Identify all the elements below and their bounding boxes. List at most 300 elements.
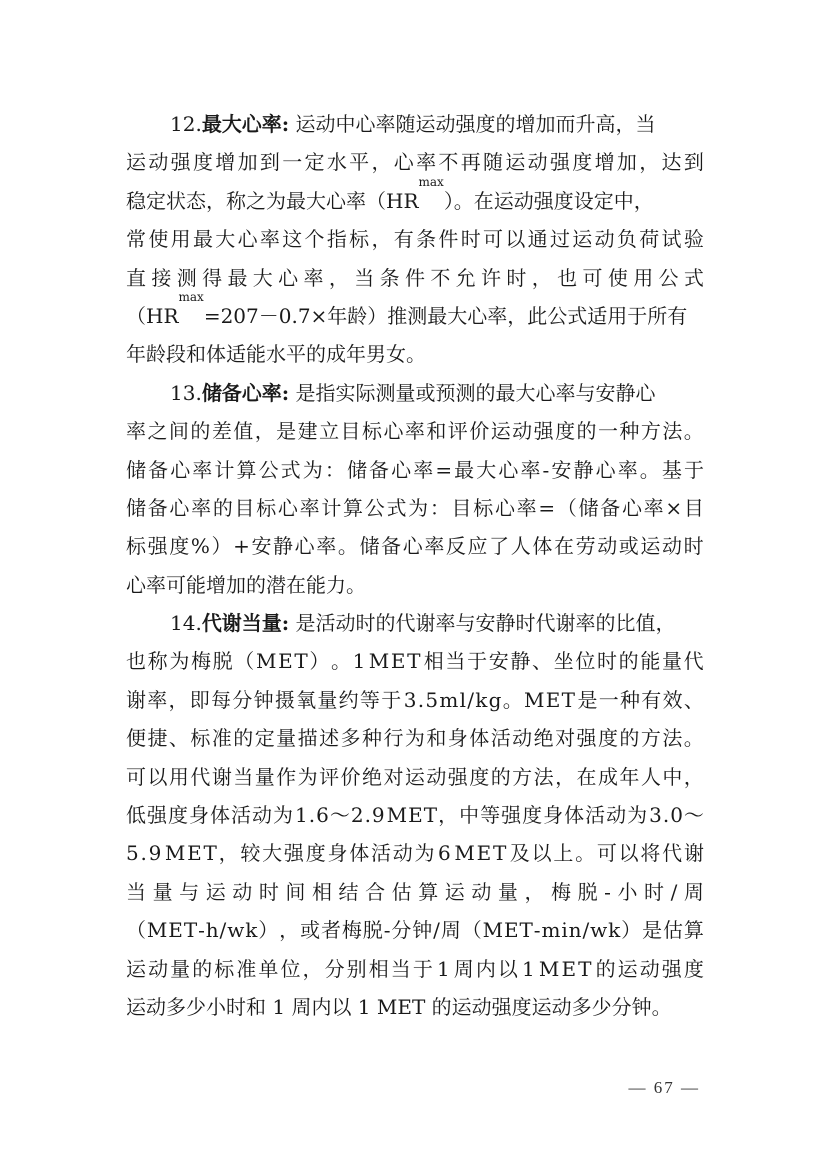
glyph: 为 bbox=[414, 841, 435, 866]
glyph: 用 bbox=[168, 764, 189, 789]
glyph: 公 bbox=[258, 457, 279, 482]
glyph: T bbox=[578, 956, 592, 981]
glyph: 为 bbox=[169, 649, 190, 674]
paragraph-12-line-5 bbox=[126, 259, 704, 297]
glyph: 绝 bbox=[533, 726, 554, 751]
glyph: 运 bbox=[404, 764, 425, 789]
glyph: 备 bbox=[148, 457, 169, 482]
glyph: 再 bbox=[460, 150, 481, 175]
glyph: 大 bbox=[476, 457, 497, 482]
glyph: / bbox=[582, 918, 590, 943]
glyph: k bbox=[245, 918, 258, 943]
glyph: 大 bbox=[252, 265, 273, 290]
glyph: ， bbox=[254, 419, 275, 444]
glyph: 脱 bbox=[577, 879, 598, 904]
glyph: 率 bbox=[147, 687, 168, 712]
glyph: 种 bbox=[619, 419, 640, 444]
glyph: 效 bbox=[662, 687, 683, 712]
glyph: 或 bbox=[300, 918, 321, 943]
glyph: 钟 bbox=[412, 918, 433, 943]
paragraph-12-number: 12. bbox=[170, 112, 202, 136]
glyph: 基 bbox=[661, 457, 682, 482]
glyph: ， bbox=[524, 879, 545, 904]
glyph: 动 bbox=[471, 879, 492, 904]
glyph: 加 bbox=[616, 150, 637, 175]
glyph: 动 bbox=[252, 803, 272, 828]
glyph: T bbox=[407, 649, 421, 674]
glyph: 用 bbox=[170, 227, 191, 252]
glyph: 有 bbox=[393, 227, 414, 252]
glyph: 不 bbox=[438, 150, 459, 175]
glyph: 静 bbox=[273, 534, 294, 559]
glyph: E bbox=[545, 687, 561, 712]
glyph: 许 bbox=[481, 265, 502, 290]
glyph: 率 bbox=[416, 150, 437, 175]
glyph: 率 bbox=[516, 495, 537, 520]
glyph: 之 bbox=[147, 419, 168, 444]
glyph: T bbox=[183, 918, 198, 943]
glyph: 时 bbox=[506, 265, 527, 290]
glyph: 6 bbox=[438, 841, 451, 866]
glyph: 。 bbox=[331, 649, 351, 674]
glyph: M bbox=[538, 956, 560, 981]
glyph: 到 bbox=[683, 150, 704, 175]
glyph: 增 bbox=[594, 150, 615, 175]
glyph: 身 bbox=[447, 726, 468, 751]
glyph: E bbox=[168, 918, 183, 943]
glyph: 内 bbox=[475, 956, 496, 981]
glyph: 率 bbox=[126, 419, 146, 444]
glyph: 定 bbox=[304, 150, 325, 175]
glyph: 活 bbox=[231, 803, 251, 828]
glyph: 谢 bbox=[683, 841, 704, 866]
glyph: 运 bbox=[640, 534, 661, 559]
glyph: 心 bbox=[170, 457, 191, 482]
glyph: 强 bbox=[549, 150, 570, 175]
line-text: 运动多少小时和 1 周内以 1 MET 的运动强度运动多少分钟。 bbox=[126, 994, 672, 1019]
glyph: 度 bbox=[522, 803, 543, 828]
glyph: 目 bbox=[234, 495, 255, 520]
glyph: 也 bbox=[126, 649, 146, 674]
glyph: 目 bbox=[683, 495, 704, 520]
glyph: M bbox=[255, 649, 277, 674]
glyph: ， bbox=[328, 265, 349, 290]
glyph: 9 bbox=[148, 841, 162, 866]
glyph: 定 bbox=[254, 726, 275, 751]
glyph: （ bbox=[461, 918, 482, 943]
glyph: T bbox=[203, 841, 217, 866]
paragraph-12-line-1 bbox=[126, 105, 704, 143]
glyph: ， bbox=[371, 150, 392, 175]
glyph: 也 bbox=[557, 265, 578, 290]
glyph: 时 bbox=[258, 879, 279, 904]
glyph: 和 bbox=[426, 419, 447, 444]
glyph: 动 bbox=[639, 956, 660, 981]
glyph: 估 bbox=[391, 879, 412, 904]
glyph: 随 bbox=[483, 150, 503, 175]
glyph: 个 bbox=[304, 227, 325, 252]
glyph: 件 bbox=[404, 265, 425, 290]
glyph: 钟 bbox=[253, 687, 274, 712]
glyph: h bbox=[205, 918, 219, 943]
glyph: 梅 bbox=[551, 879, 571, 904]
glyph: 年 bbox=[619, 764, 640, 789]
glyph: . bbox=[364, 803, 371, 828]
glyph: 梅 bbox=[190, 649, 211, 674]
glyph: ， bbox=[555, 764, 576, 789]
glyph: 心 bbox=[498, 457, 519, 482]
glyph: 每 bbox=[211, 687, 232, 712]
glyph: - bbox=[198, 918, 205, 943]
glyph: 方 bbox=[640, 726, 661, 751]
glyph: 心 bbox=[294, 534, 315, 559]
glyph: 直 bbox=[126, 265, 146, 290]
glyph: 周 bbox=[440, 918, 461, 943]
glyph: 最 bbox=[454, 457, 475, 482]
glyph: 标 bbox=[349, 227, 370, 252]
glyph: 动 bbox=[148, 956, 169, 981]
glyph: 使 bbox=[607, 265, 628, 290]
glyph: 分 bbox=[391, 918, 412, 943]
glyph: 准 bbox=[211, 726, 232, 751]
glyph: 3 bbox=[403, 687, 417, 712]
glyph: M bbox=[482, 918, 504, 943]
glyph: 动 bbox=[512, 726, 533, 751]
glyph: 度 bbox=[572, 150, 593, 175]
glyph: 小 bbox=[617, 879, 638, 904]
glyph: 算 bbox=[236, 457, 257, 482]
paragraph-13-line-2 bbox=[126, 412, 704, 450]
glyph: 绝 bbox=[361, 764, 382, 789]
glyph: 于 bbox=[412, 956, 433, 981]
glyph: 标 bbox=[126, 534, 146, 559]
glyph: + bbox=[233, 534, 250, 559]
glyph: 运 bbox=[126, 956, 146, 981]
glyph: 式 bbox=[683, 265, 704, 290]
glyph: / bbox=[219, 918, 227, 943]
subscript-max: max bbox=[178, 289, 204, 304]
glyph: 脱 bbox=[212, 649, 233, 674]
glyph: 有 bbox=[641, 687, 662, 712]
glyph: 上 bbox=[553, 841, 574, 866]
glyph: 验 bbox=[683, 227, 704, 252]
glyph: 周 bbox=[453, 956, 474, 981]
glyph: 标 bbox=[361, 419, 382, 444]
glyph: 对 bbox=[383, 764, 404, 789]
glyph: 是 bbox=[642, 918, 663, 943]
glyph: 体 bbox=[349, 841, 370, 866]
glyph: = bbox=[538, 495, 556, 520]
glyph: 立 bbox=[319, 419, 340, 444]
glyph: 间 bbox=[168, 419, 189, 444]
glyph: 的 bbox=[619, 726, 640, 751]
glyph: . bbox=[417, 687, 425, 712]
glyph: 以 bbox=[497, 956, 518, 981]
glyph: % bbox=[190, 534, 210, 559]
glyph: 常 bbox=[126, 227, 146, 252]
glyph: 动 bbox=[232, 879, 253, 904]
glyph: 低 bbox=[126, 803, 146, 828]
glyph: 量 bbox=[170, 956, 191, 981]
glyph: 强 bbox=[501, 803, 522, 828]
glyph: 率 bbox=[259, 227, 280, 252]
glyph: 行 bbox=[383, 726, 404, 751]
glyph: 法 bbox=[662, 419, 683, 444]
glyph: 时 bbox=[460, 227, 481, 252]
glyph: 度 bbox=[469, 764, 490, 789]
glyph: 储 bbox=[126, 457, 146, 482]
glyph: - bbox=[533, 918, 541, 943]
glyph: T bbox=[423, 803, 438, 828]
glyph: 5 bbox=[126, 841, 139, 866]
glyph: 身 bbox=[189, 803, 209, 828]
glyph: 为 bbox=[273, 803, 293, 828]
glyph: 标 bbox=[256, 495, 277, 520]
glyph: （ bbox=[556, 495, 577, 520]
glyph: 为 bbox=[408, 495, 429, 520]
glyph: - bbox=[542, 457, 550, 482]
glyph: 安 bbox=[488, 649, 509, 674]
line-text: =207－0.7×年龄）推测最大心率，此公式适用于所有 bbox=[203, 303, 688, 328]
glyph: 条 bbox=[379, 265, 400, 290]
glyph: 以 bbox=[147, 764, 168, 789]
glyph: 5 bbox=[425, 687, 439, 712]
glyph: 价 bbox=[340, 764, 361, 789]
glyph: 强 bbox=[533, 419, 554, 444]
glyph: 动 bbox=[148, 150, 169, 175]
glyph: 心 bbox=[383, 419, 404, 444]
glyph: 可 bbox=[596, 841, 617, 866]
glyph: 为 bbox=[297, 764, 318, 789]
glyph: 度 bbox=[555, 419, 576, 444]
glyph: 对 bbox=[555, 726, 576, 751]
glyph: 到 bbox=[259, 150, 280, 175]
glyph: 心 bbox=[391, 457, 412, 482]
glyph: 时 bbox=[644, 879, 665, 904]
glyph: E bbox=[187, 841, 202, 866]
glyph: 率 bbox=[299, 495, 320, 520]
glyph: 心 bbox=[595, 457, 616, 482]
glyph: 使 bbox=[148, 227, 169, 252]
glyph: 为 bbox=[627, 803, 648, 828]
glyph: 价 bbox=[469, 419, 490, 444]
glyph: 量 bbox=[317, 687, 338, 712]
glyph: T bbox=[492, 841, 507, 866]
glyph: 动 bbox=[662, 534, 683, 559]
glyph: 的 bbox=[595, 956, 616, 981]
glyph: ： bbox=[429, 495, 450, 520]
glyph: 体 bbox=[564, 803, 585, 828]
glyph: 试 bbox=[661, 227, 682, 252]
glyph: w bbox=[227, 918, 245, 943]
glyph: 储 bbox=[578, 495, 599, 520]
glyph: 率 bbox=[413, 457, 434, 482]
glyph: = bbox=[435, 457, 453, 482]
glyph: 准 bbox=[236, 956, 257, 981]
paragraph-14-line-3 bbox=[126, 681, 704, 719]
line-text: （HR bbox=[126, 303, 179, 328]
paragraph-14-line-10 bbox=[126, 950, 704, 988]
glyph: 平 bbox=[349, 150, 370, 175]
glyph: 负 bbox=[616, 227, 637, 252]
glyph: ， bbox=[279, 918, 300, 943]
glyph: m bbox=[439, 687, 459, 712]
glyph: 合 bbox=[365, 879, 386, 904]
glyph: 在 bbox=[576, 764, 597, 789]
glyph: 结 bbox=[338, 879, 359, 904]
glyph: 估 bbox=[662, 918, 683, 943]
glyph: 。 bbox=[575, 841, 596, 866]
glyph: ） bbox=[211, 534, 232, 559]
glyph: 述 bbox=[319, 726, 340, 751]
glyph: 量 bbox=[254, 764, 275, 789]
glyph: 率 bbox=[303, 265, 324, 290]
glyph: 法 bbox=[662, 726, 683, 751]
glyph: 了 bbox=[489, 534, 510, 559]
glyph: 、 bbox=[532, 649, 553, 674]
glyph: 的 bbox=[212, 495, 233, 520]
glyph: k bbox=[475, 687, 488, 712]
glyph: 人 bbox=[640, 764, 661, 789]
glyph: 。 bbox=[683, 726, 704, 751]
glyph: 于 bbox=[683, 457, 704, 482]
paragraph-12-line-3 bbox=[126, 174, 704, 220]
glyph: g bbox=[488, 687, 502, 712]
glyph: 动 bbox=[527, 150, 548, 175]
glyph: 动 bbox=[594, 227, 615, 252]
glyph: ： bbox=[324, 457, 345, 482]
glyph: 等 bbox=[359, 687, 380, 712]
glyph: 者 bbox=[320, 918, 341, 943]
glyph: 备 bbox=[600, 495, 621, 520]
glyph: 量 bbox=[497, 879, 518, 904]
paragraph-14-line-6 bbox=[126, 796, 704, 834]
glyph: 率 bbox=[617, 457, 638, 482]
glyph: 捷 bbox=[147, 726, 168, 751]
glyph: T bbox=[561, 687, 575, 712]
glyph: ， bbox=[531, 265, 552, 290]
glyph: 动 bbox=[606, 803, 627, 828]
glyph: 可 bbox=[582, 265, 603, 290]
glyph: 建 bbox=[297, 419, 318, 444]
glyph: 动 bbox=[512, 419, 533, 444]
glyph: 大 bbox=[262, 841, 283, 866]
paragraph-14-number: 14. bbox=[170, 611, 202, 636]
glyph: 描 bbox=[297, 726, 318, 751]
glyph: 标 bbox=[214, 956, 235, 981]
glyph: 度 bbox=[683, 956, 704, 981]
glyph: 运 bbox=[205, 879, 226, 904]
glyph: 。 bbox=[683, 419, 704, 444]
glyph: 率 bbox=[404, 419, 425, 444]
glyph: 、 bbox=[683, 687, 704, 712]
glyph: × bbox=[665, 495, 683, 520]
glyph: 量 bbox=[276, 726, 297, 751]
glyph: 动 bbox=[597, 534, 618, 559]
glyph: 或 bbox=[618, 534, 639, 559]
glyph: E bbox=[476, 841, 492, 866]
glyph: M bbox=[146, 918, 168, 943]
glyph: 2 bbox=[350, 803, 364, 828]
glyph: 在 bbox=[553, 534, 574, 559]
glyph: 为 bbox=[404, 726, 425, 751]
glyph: 为 bbox=[302, 457, 323, 482]
glyph: 评 bbox=[447, 419, 468, 444]
glyph: 差 bbox=[211, 419, 232, 444]
glyph: 中 bbox=[459, 803, 480, 828]
glyph: 等 bbox=[480, 803, 501, 828]
glyph: 坐 bbox=[553, 649, 574, 674]
glyph: 体 bbox=[210, 803, 230, 828]
glyph: 当 bbox=[354, 265, 375, 290]
glyph: 计 bbox=[214, 457, 235, 482]
glyph: 达 bbox=[661, 150, 682, 175]
glyph: 最 bbox=[227, 265, 248, 290]
paragraph-14-line-5 bbox=[126, 758, 704, 796]
glyph: 心 bbox=[402, 534, 423, 559]
glyph: 心 bbox=[393, 150, 414, 175]
glyph: 用 bbox=[633, 265, 654, 290]
glyph: 运 bbox=[126, 150, 146, 175]
glyph: 劳 bbox=[575, 534, 596, 559]
glyph: 摄 bbox=[274, 687, 295, 712]
glyph: 作 bbox=[276, 764, 297, 789]
glyph: 即 bbox=[189, 687, 210, 712]
glyph: w bbox=[590, 918, 608, 943]
paragraph-13-line-1 bbox=[126, 374, 704, 412]
glyph: M bbox=[386, 803, 408, 828]
glyph: 相 bbox=[311, 879, 332, 904]
glyph: 运 bbox=[617, 956, 638, 981]
glyph: 约 bbox=[338, 687, 359, 712]
glyph: 心 bbox=[237, 227, 258, 252]
glyph: 率 bbox=[192, 457, 213, 482]
glyph: / bbox=[670, 879, 678, 904]
line-text: 稳定状态，称之为最大心率（HR bbox=[126, 188, 419, 213]
glyph: 备 bbox=[147, 495, 168, 520]
glyph: 大 bbox=[215, 227, 236, 252]
paragraph-14-line-4 bbox=[126, 719, 704, 757]
glyph: 公 bbox=[658, 265, 679, 290]
glyph: 是 bbox=[577, 687, 598, 712]
glyph: 标 bbox=[190, 726, 211, 751]
document-body bbox=[126, 105, 704, 1026]
glyph: 3 bbox=[649, 803, 662, 828]
glyph: n bbox=[568, 918, 582, 943]
paragraph-13-line-6 bbox=[126, 566, 704, 604]
glyph: 加 bbox=[237, 150, 258, 175]
glyph: 心 bbox=[169, 495, 190, 520]
paragraph-13-number: 13. bbox=[170, 380, 202, 405]
paragraph-12-term: 最大心率: bbox=[201, 112, 290, 136]
subscript-max: max bbox=[418, 174, 444, 189]
paragraph-14-line-1 bbox=[126, 604, 704, 642]
glyph: 与 bbox=[179, 879, 200, 904]
glyph: 当 bbox=[126, 879, 146, 904]
glyph: 目 bbox=[340, 419, 361, 444]
glyph: 运 bbox=[490, 419, 511, 444]
glyph: 式 bbox=[280, 457, 301, 482]
line-text: 年龄段和体适能水平的成年男女。 bbox=[126, 342, 426, 367]
paragraph-12-line-6 bbox=[126, 289, 704, 335]
paragraph-13-text: 是指实际测量或预测的最大心率与安静心 bbox=[289, 380, 656, 405]
glyph: 别 bbox=[346, 956, 367, 981]
glyph: 时 bbox=[597, 649, 618, 674]
glyph: 件 bbox=[438, 227, 459, 252]
glyph: 安 bbox=[551, 457, 572, 482]
glyph: 储 bbox=[359, 534, 380, 559]
glyph: 心 bbox=[278, 265, 299, 290]
